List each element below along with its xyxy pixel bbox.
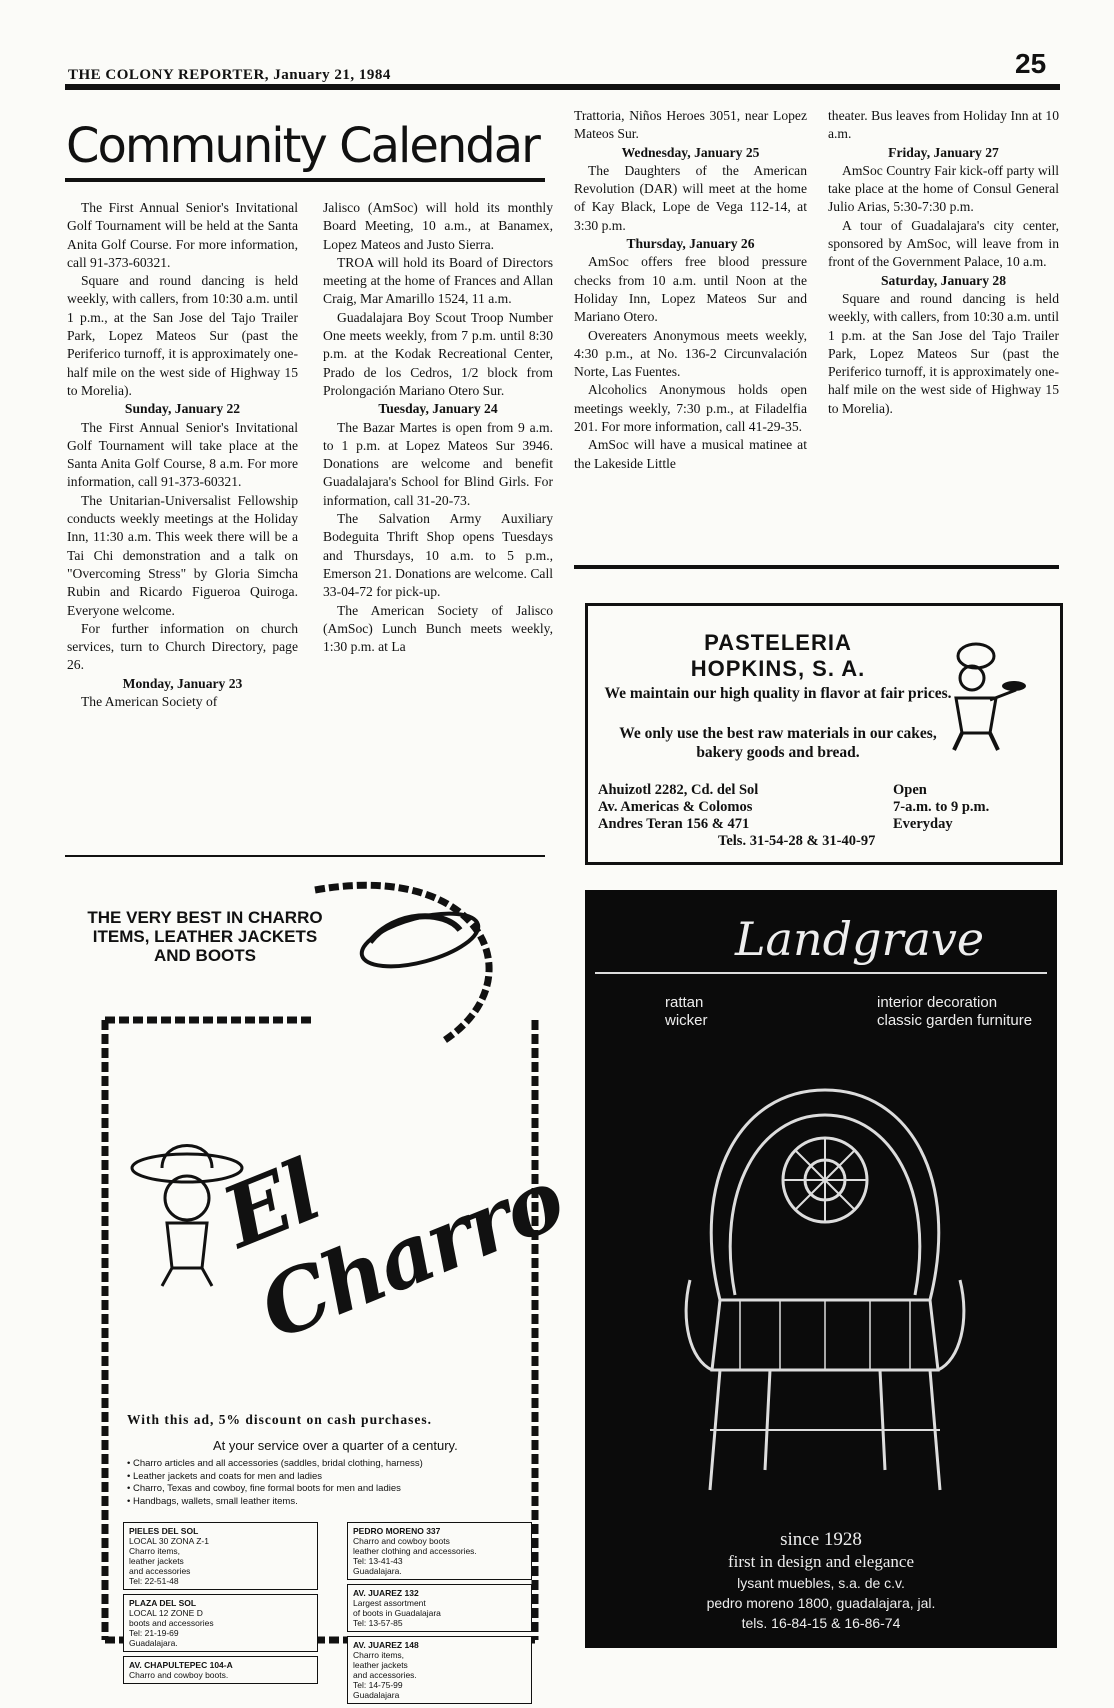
calendar-entry: theater. Bus leaves from Holiday Inn at 10 a.m. — [828, 108, 1059, 142]
landgrave-logo: Landgrave — [735, 912, 985, 966]
store-card — [347, 1584, 532, 1632]
store-card — [123, 1594, 318, 1652]
charro-discount: With this ad, 5% discount on cash purchases. — [127, 1412, 432, 1427]
tag-interior: interior decoration — [877, 994, 998, 1011]
store-detail: leather jackets — [353, 1660, 408, 1670]
store-detail: LOCAL 12 ZONE D — [129, 1608, 203, 1618]
calendar-entry: AmSoc will have a musical matinee at the Lakeside Little — [574, 437, 807, 471]
pasteleria-ad — [585, 603, 1063, 865]
tag-wicker: wicker — [665, 1012, 708, 1029]
charro-bullet-item: • Charro articles and all accessories (saddles, bridal clothing, harness) — [127, 1458, 423, 1469]
pasteleria-hours: 7-a.m. to 9 p.m. — [893, 799, 990, 815]
pasteleria-address-3: Andres Teran 156 & 471 — [598, 816, 750, 832]
calendar-entry: The Unitarian-Universalist Fellowship conducts weekly meetings at the Holiday Inn, 11:30 a.m. This week there will be a Tai Chi demonstration and a talk on "Overcoming Stress" by Gloria Simcha Rubin and Ricardo Figueroa Quiroga. Everyone welcome. — [67, 492, 298, 618]
store-detail: Charro and cowboy boots — [353, 1536, 450, 1546]
store-card — [347, 1522, 532, 1580]
store-detail: leather clothing and accessories. — [353, 1546, 477, 1556]
calendar-entry: Trattoria, Niños Heroes 3051, near Lopez Mateos Sur. — [574, 108, 807, 142]
pasteleria-address-2: Av. Americas & Colomos — [598, 799, 753, 815]
pasteleria-materials: We only use the best raw materials in our cakes, bakery goods and bread. — [619, 725, 937, 761]
day-heading: Monday, January 23 — [122, 675, 243, 691]
store-name: PEDRO MORENO 337 — [353, 1526, 441, 1536]
store-card — [123, 1522, 318, 1590]
charro-bullet-item: • Handbags, wallets, small leather items. — [127, 1495, 298, 1507]
store-card — [123, 1656, 318, 1684]
store-name: PLAZA DEL SOL — [129, 1598, 197, 1608]
store-name: AV. JUAREZ 132 — [353, 1588, 419, 1598]
charro-service: At your service over a quarter of a century. — [213, 1438, 458, 1453]
store-detail: and accessories. — [353, 1670, 417, 1680]
calendar-entry: Overeaters Anonymous meets weekly, 4:30 p.m., at No. 136-2 Circunvalación Norte, Las Fuentes. — [574, 327, 807, 380]
store-detail: of boots in Guadalajara — [353, 1608, 441, 1618]
store-detail: leather jackets — [129, 1556, 184, 1566]
landgrave-phones: tels. 16-84-15 & 16-86-74 — [741, 1615, 901, 1631]
day-heading: Tuesday, January 24 — [378, 401, 498, 417]
landgrave-company: lysant muebles, s.a. de c.v. — [737, 1575, 905, 1591]
store-detail: Guadalajara. — [353, 1566, 402, 1576]
el-charro-logo: El Charro — [209, 1140, 576, 1359]
store-detail: and accessories — [129, 1566, 191, 1576]
stores-right — [347, 1522, 532, 1708]
calendar-entry: TROA will hold its Board of Directors meeting at the home of Frances and Allan Craig, Mar Amarillo 1524, 11 a.m. — [323, 254, 553, 307]
store-detail: Tel: 22-51-48 — [129, 1576, 179, 1586]
tag-rattan: rattan — [665, 994, 704, 1011]
store-detail: Tel: 14-75-99 — [353, 1680, 403, 1690]
pasteleria-open: Open — [893, 782, 927, 798]
store-name: AV. JUAREZ 148 — [353, 1640, 419, 1650]
pasteleria-days: Everyday — [893, 816, 953, 832]
calendar-entry: Alcoholics Anonymous holds open meetings weekly, 7:30 p.m., at Filadelfia 201. For more information, call 41-29-35. — [574, 382, 807, 435]
tag-garden: classic garden furniture — [877, 1012, 1033, 1029]
calendar-entry: Guadalajara Boy Scout Troop Number One meets weekly, from 7 p.m. until 8:30 p.m. at the Kodak Recreational Center, Prado de los Cedros, 1/2 block from Prolongación Mariano Otero Sur. — [323, 309, 553, 398]
charro-bullet-list — [127, 1458, 527, 1508]
calendar-title-rule — [65, 178, 545, 182]
calendar-entry: Jalisco (AmSoc) will hold its monthly Board Meeting, 10 a.m., at Banamex, Lopez Mateos and Justo Sierra. — [323, 200, 553, 252]
landgrave-address: pedro moreno 1800, guadalajara, jal. — [706, 1595, 936, 1611]
calendar-entry: For further information on church services, turn to Church Directory, page 26. — [67, 620, 298, 673]
store-detail: Charro items, — [353, 1650, 405, 1660]
calendar-entry: The Salvation Army Auxiliary Bodeguita Thrift Shop opens Tuesdays and Thursdays, 10 a.m. to 5 p.m., Emerson 21. Donations are welcome. Call 33-04-72 for pick-up. — [323, 511, 553, 600]
logo-rule — [595, 972, 1047, 974]
pasteleria-address-1: Ahuizotl 2282, Cd. del Sol — [598, 782, 759, 798]
store-detail: Tel: 21-19-69 — [129, 1628, 179, 1638]
stores-left — [123, 1522, 318, 1688]
landgrave-ad — [585, 890, 1057, 1648]
calendar-entry: The First Annual Senior's Invitational Golf Tournament will take place at the Santa Anita Golf Course, 8 a.m. For more information, call 91-373-60321. — [67, 419, 298, 490]
day-heading: Sunday, January 22 — [124, 401, 241, 417]
store-detail: boots and accessories — [129, 1618, 214, 1628]
day-heading: Friday, January 27 — [888, 144, 999, 160]
store-card — [347, 1636, 532, 1704]
pasteleria-company: HOPKINS, S. A. — [690, 656, 866, 681]
calendar-entry: The Daughters of the American Revolution (DAR) will meet at the home of Kay Black, Lope de Vega 112-14, at 3:30 p.m. — [574, 162, 807, 233]
calendar-column-4 — [828, 107, 1059, 418]
charro-mascot-icon — [127, 1128, 247, 1288]
calendar-title: Community Calendar — [66, 118, 539, 174]
pasteleria-quality: We maintain our high quality in flavor at fair prices. — [604, 685, 952, 702]
calendar-entry: AmSoc Country Fair kick-off party will take place at the home of Consul General Julio Arias, 5:30-7:30 p.m. — [828, 162, 1059, 215]
calendar-entry: The Bazar Martes is open from 9 a.m. to 1 p.m. at Lopez Mateos Sur 3946. Donations are welcome and benefit Guadalajara's School for Blind Girls. For information, call 31-20-73. — [323, 419, 553, 508]
day-heading: Saturday, January 28 — [880, 272, 1006, 288]
calendar-entry: The American Society of — [81, 694, 218, 710]
store-name: PIELES DEL SOL — [129, 1526, 199, 1536]
running-header: THE COLONY REPORTER, January 21, 1984 — [68, 67, 391, 83]
wicker-chair-icon — [680, 1070, 970, 1510]
calendar-end-rule — [574, 565, 1059, 569]
calendar-entry: AmSoc offers free blood pressure checks from 10 a.m. until Noon at the Holiday Inn, Lopez Mateos Sur and Mariano Otero. — [574, 254, 807, 325]
el-charro-ad — [65, 870, 576, 1700]
day-heading: Thursday, January 26 — [626, 236, 755, 252]
calendar-entry: Square and round dancing is held weekly, with callers, from 10:30 a.m. until 1 p.m., at the San Jose del Tajo Trailer Park, Lopez Mateos Sur (past the Periferico turnoff, it is approximately one-half mile on the west side of Highway 15 to Morelia). — [67, 273, 298, 398]
store-detail: Guadalajara. — [129, 1638, 178, 1648]
calendar-bottom-rule — [65, 855, 545, 857]
calendar-entry: Square and round dancing is held weekly, with callers, from 10:30 a.m. until 1 p.m. at the San Jose del Tajo Trailer Park, Lopez Mateos Sur (past the Periferico turnoff, it is approximately one-half mile on the west side of Highway 15 to Morelia). — [828, 290, 1059, 416]
page-number: 25 — [1015, 48, 1047, 79]
calendar-column-2 — [323, 199, 553, 656]
store-detail: Charro and cowboy boots. — [129, 1670, 229, 1680]
store-detail: Tel: 13-57-85 — [353, 1618, 403, 1628]
store-name: AV. CHAPULTEPEC 104-A — [129, 1660, 233, 1670]
calendar-entry: The First Annual Senior's Invitational Golf Tournament will be held at the Santa Anita Golf Course. For more information, call 91-373-60321. — [67, 200, 298, 270]
store-detail: Tel: 13-41-43 — [353, 1556, 403, 1566]
landgrave-tagline: first in design and elegance — [728, 1552, 914, 1571]
chef-icon — [926, 638, 1026, 753]
store-detail: Guadalajara — [353, 1690, 400, 1700]
landgrave-since: since 1928 — [780, 1529, 862, 1550]
day-heading: Wednesday, January 25 — [621, 144, 760, 160]
charro-bullet-item: • Leather jackets and coats for men and ladies — [127, 1470, 323, 1482]
charro-bullet-item: • Charro, Texas and cowboy, fine formal boots for men and ladies — [127, 1483, 401, 1494]
calendar-column-3 — [574, 107, 807, 473]
store-detail: Largest assortment — [353, 1598, 426, 1608]
store-detail: LOCAL 30 ZONA Z-1 — [129, 1536, 209, 1546]
calendar-column-1 — [67, 199, 298, 711]
charro-headline: THE VERY BEST IN CHARRO ITEMS, LEATHER JACKETS AND BOOTS — [87, 908, 323, 965]
header-rule — [65, 84, 1060, 90]
calendar-entry: A tour of Guadalajara's city center, sponsored by AmSoc, will leave from in front of the Government Palace, 10 a.m. — [828, 217, 1059, 270]
store-detail: Charro items, — [129, 1546, 181, 1556]
calendar-entry: The American Society of Jalisco (AmSoc) Lunch Bunch meets weekly, 1:30 p.m. at La — [323, 602, 553, 655]
pasteleria-phones: Tels. 31-54-28 & 31-40-97 — [718, 833, 876, 849]
pasteleria-name: PASTELERIA — [704, 630, 852, 655]
